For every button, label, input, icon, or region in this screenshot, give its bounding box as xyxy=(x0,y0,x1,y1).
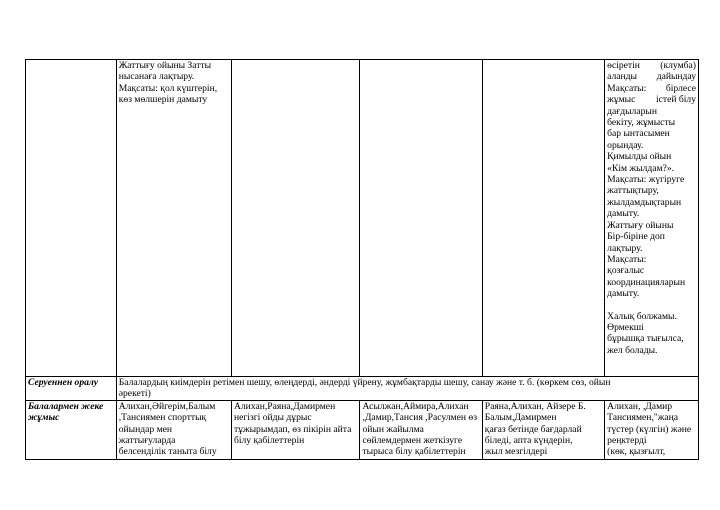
text-line: тұжырымдап, өз пікірін айта xyxy=(233,423,352,435)
cell-col2 xyxy=(116,400,231,459)
text-line: Балым,Дамирмен xyxy=(484,412,557,424)
word: бірлесе xyxy=(665,82,696,94)
text-line: әрекеті) xyxy=(118,388,151,400)
text-line: ойындар мен xyxy=(118,423,173,435)
text-line: дамыту. xyxy=(607,288,640,300)
text-line: ойын жайылма xyxy=(362,423,424,435)
text-line: Алихан,Раяна,Дамирмен xyxy=(233,400,336,412)
text-line: негізгі ойды дұрыс xyxy=(233,412,312,424)
text-line: бұрышқа тығылса, xyxy=(607,333,684,345)
word: Мақсаты: xyxy=(607,82,647,94)
table-row xyxy=(26,400,699,459)
text-line: Тансиямен,"жаңа xyxy=(607,412,679,424)
text-line: координацияларын xyxy=(607,276,686,288)
text-line: қозғалыс xyxy=(607,265,645,277)
text-line: көз мөлшерін дамыту xyxy=(118,94,208,106)
cell-col3 xyxy=(231,60,359,377)
text-line: жел болады. xyxy=(607,344,658,356)
text-line: қағаз бетінде бағдарлай xyxy=(484,423,582,435)
text-line: Жаттығу ойыны xyxy=(607,219,674,231)
text-line: жаттығуларда xyxy=(118,435,176,447)
text-line: лақтыру. xyxy=(607,242,643,254)
text-line: Жаттығу ойыны Затты xyxy=(118,60,212,71)
cell-col5 xyxy=(482,60,604,377)
text-line: орындау. xyxy=(607,139,644,151)
text-line: дағдыларын xyxy=(607,105,657,117)
text-line: Мақсаты: жүгіруге xyxy=(607,174,685,186)
justified-line xyxy=(607,71,696,82)
text-line: реңктерді xyxy=(607,435,647,447)
merged-content-cell xyxy=(116,377,698,401)
text-line: «Кім жылдам?». xyxy=(607,162,675,174)
schedule-table xyxy=(25,59,699,460)
justified-line xyxy=(607,60,696,71)
paragraph-gap xyxy=(607,300,696,311)
text-line: Өрмекші xyxy=(607,321,644,333)
text-line: дамыту. xyxy=(607,208,640,220)
word: (клумба) xyxy=(660,60,696,71)
text-line: жылдамдықтарын xyxy=(607,196,682,208)
text-line: бекіту, жұмысты xyxy=(607,117,676,129)
justified-line xyxy=(607,94,696,105)
text-line: Алихан,Әйгерім,Балым xyxy=(118,400,216,412)
word: істей білу xyxy=(655,94,696,106)
text-line: біледі, апта күндерін, xyxy=(484,435,573,447)
word: дайындау xyxy=(656,71,696,83)
text-line: Бір-біріне доп xyxy=(607,231,665,243)
row-label-individual-work xyxy=(26,400,117,459)
text-line: тырыса білу қабілеттерін xyxy=(362,446,466,458)
table-row xyxy=(26,60,699,377)
text-line: ,Дамир,Тансия ,Расулмен өз xyxy=(362,412,477,424)
text-line: ,Тансиямен спорттық xyxy=(118,412,207,424)
word: жұмыс xyxy=(607,94,636,106)
cell-col4 xyxy=(360,400,482,459)
row-label-return-from-walk xyxy=(26,377,117,401)
cell-col5 xyxy=(482,400,604,459)
text-line: Асылжан,Аймира,Алихан xyxy=(362,400,469,412)
row-label-text: Серуеннен оралу xyxy=(28,377,98,388)
cell-col2 xyxy=(116,60,231,377)
text-line: жаттықтыру, xyxy=(607,185,659,197)
table-row xyxy=(26,377,699,401)
text-line: Мақсаты: xyxy=(607,253,647,265)
word: аланды xyxy=(607,71,638,83)
word: өсіретін xyxy=(607,60,640,71)
text-line: білу қабілеттерін xyxy=(233,435,305,447)
cell-col6 xyxy=(605,400,699,459)
text-line: жыл мезгілдері xyxy=(484,446,548,458)
row-label-text: жұмыс xyxy=(28,412,60,424)
text-line: нысанаға лақтыру. xyxy=(118,71,195,83)
text-line: бар ынтасымен xyxy=(607,128,670,140)
text-line: (көк, қызғылт, xyxy=(607,446,666,458)
text-line: түстер (күлгін) және xyxy=(607,423,692,435)
text-line: сөйлемдермен жеткізуге xyxy=(362,435,463,447)
row-label-text: Балалармен жеке xyxy=(28,400,104,412)
text-line: Раяна,Алихан, Айзере Б. xyxy=(484,400,586,412)
text-line: Халық болжамы. xyxy=(607,310,677,322)
row-label-cell xyxy=(26,60,117,377)
text-line: Балалардың киімдерін ретімен шешу, өлеңдерді, әндерді үйрену, жұмбақтарды шешу, санау және т. б. (көркем сөз, ойын xyxy=(118,377,611,388)
text-line: белсенділік таныта білу xyxy=(118,446,217,458)
text-line: Қимылды ойын xyxy=(607,151,672,163)
text-line: Мақсаты: қол күштерін, xyxy=(118,82,218,94)
cell-col4 xyxy=(360,60,482,377)
cell-col6 xyxy=(605,60,699,377)
text-line: Алихан, ,Дамир xyxy=(607,400,673,412)
justified-line xyxy=(607,83,696,94)
cell-col3 xyxy=(231,400,359,459)
